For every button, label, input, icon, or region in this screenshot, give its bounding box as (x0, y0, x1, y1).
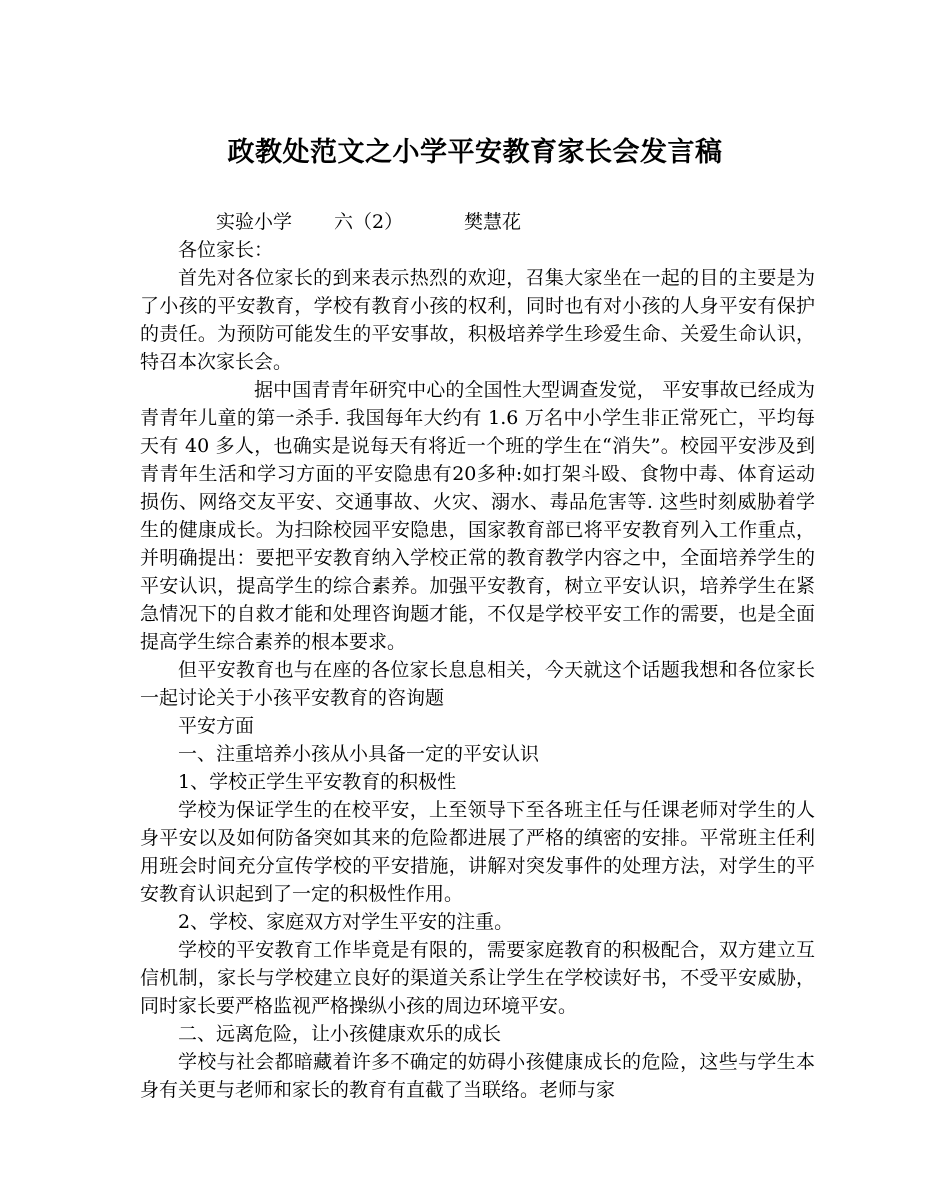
subsection-heading: 1、学校正学生平安教育的积极性 (178, 771, 457, 793)
greeting: 各位家长： (178, 239, 274, 261)
paragraph: 学校的平安教育工作毕竟是有限的，需要家庭教育的积极配合，双方建立互信机制，家长与学校建立良好的渠道关系让学生在学校读好书，不受平安威胁，同时家长要严格监视严格操纵小孩的周边环境平安。 (140, 939, 815, 1017)
section-heading: 一、注重培养小孩从小具备一定的平安认识 (178, 743, 540, 765)
paragraph: 但平安教育也与在座的各位家长息息相关，今天就这个话题我想和各位家长一起讨论关于小孩平安教育的咨询题 (140, 659, 815, 709)
document-body (140, 208, 815, 1104)
paragraph: 首先对各位家长的到来表示热烈的欢迎，召集大家坐在一起的目的主要是为了小孩的平安教育，学校有教育小孩的权利，同时也有对小孩的人身平安有保护的责任。为预防可能发生的平安事故，积极培养学生珍爱生命、关爱生命认识，特召本次家长会。 (140, 267, 815, 373)
byline (140, 208, 815, 236)
byline-school: 实验小学 (216, 211, 293, 233)
section-heading: 二、远离危险，让小孩健康欢乐的成长 (178, 1023, 502, 1045)
byline-class: 六（2） (334, 211, 404, 233)
byline-author: 樊慧花 (464, 211, 522, 233)
subsection-heading: 2、学校、家庭双方对学生平安的注重。 (178, 911, 514, 933)
paragraph: 学校为保证学生的在校平安，上至领导下至各班主任与任课老师对学生的人身平安以及如何防备突如其来的危险都进展了严格的缜密的安排。平常班主任利用班会时间充分宣传学校的平安措施，讲解对突发事件的处理方法，对学生的平安教育认识起到了一定的积极性作用。 (140, 799, 815, 905)
document-title: 政教处范文之小学平安教育家长会发言稿 (227, 137, 723, 168)
paragraph: 据中国青青年研究中心的全国性大型调查发觉， 平安事故已经成为青青年儿童的第一杀手. 我国每年大约有 1.6 万名中小学生非正常死亡，平均每天有 40 多人，也确实是说每天有将近一个班的学生在“消失”。校园平安涉及到青青年生活和学习方面的平安隐患有20多种:如打架斗殴、食物中毒、体育运动损伤、网络交友平安、交通事故、火灾、溺水、毒品危害等. 这些时刻威胁着学生的健康成长。为扫除校园平安隐患，国家教育部已将平安教育列入工作重点，并明确提出：要把平安教育纳入学校正常的教育教学内容之中，全面培养学生的平安认识，提高学生的综合素养。加强平安教育，树立平安认识，培养学生在紧急情况下的自救才能和处理咨询题才能，不仅是学校平安工作的需要，也是全面提高学生综合素养的根本要求。 (140, 379, 815, 653)
paragraph: 学校与社会都暗藏着许多不确定的妨碍小孩健康成长的危险，这些与学生本身有关更与老师和家长的教育有直截了当联络。老师与家 (140, 1051, 815, 1101)
section-heading: 平安方面 (178, 715, 255, 737)
